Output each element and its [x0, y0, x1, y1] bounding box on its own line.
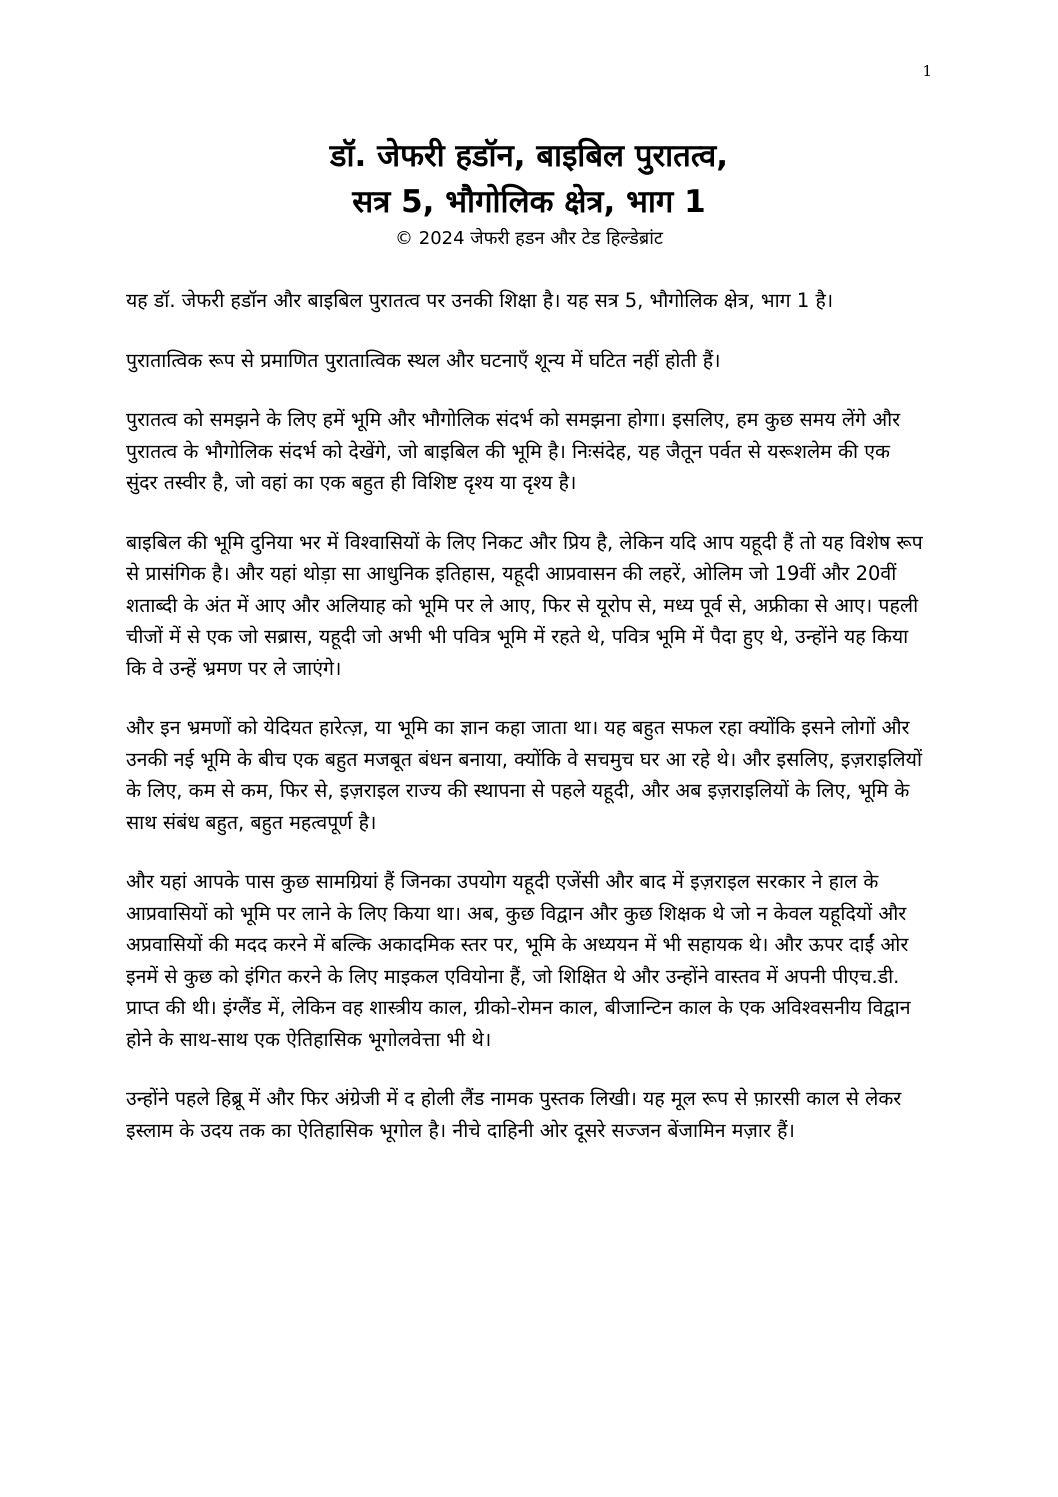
paragraph-6: और यहां आपके पास कुछ सामग्रियां हैं जिनका उपयोग यहूदी एजेंसी और बाद में इज़राइल सरकार ने हाल के आप्रवासियों को भूमि पर लाने के लिए किया था। अब, कुछ विद्वान और कुछ शिक्षक थे जो न केवल यहूदियों और अप्रवासियों की मदद करने में बल्कि अकादमिक स्तर पर, भूमि के अध्ययन में भी सहायक थे। और ऊपर दाईं ओर इनमें से कुछ को इंगित करने के लिए माइकल एवियोना हैं, जो शिक्षित थे और उन्होंने वास्तव में अपनी पीएच.डी. प्राप्त की थी। इंग्लैंड में, लेकिन वह शास्त्रीय काल, ग्रीको-रोमन काल, बीजान्टिन काल के एक अविश्वसनीय विद्वान होने के साथ-साथ एक ऐतिहासिक भूगोलवेत्ता भी थे।	[126, 870, 911, 1051]
paragraph-2: पुरातात्विक रूप से प्रमाणित पुरातात्विक स्थल और घटनाएँ शून्य में घटित नहीं होती हैं।	[126, 348, 721, 372]
paragraph-4: बाइबिल की भूमि दुनिया भर में विश्वासियों के लिए निकट और प्रिय है, लेकिन यदि आप यहूदी हैं तो यह विशेष रूप से प्रासंगिक है। और यहां थोड़ा सा आधुनिक इतिहास, यहूदी आप्रवासन की लहरें, ओलिम जो 19वीं और 20वीं शताब्दी के अंत में आए और अलियाह को भूमि पर ले आए, फिर से यूरोप से, मध्य पूर्व से, अफ्रीका से आए। पहली चीजों में से एक जो सब्रास, यहूदी जो अभी भी पवित्र भूमि में रहते थे, पवित्र भूमि में पैदा हुए थे, उन्होंने यह किया कि वे उन्हें भ्रमण पर ले जाएंगे।	[126, 530, 923, 680]
title-line-1: डॉ. जेफरी हडॉन, बाइबिल पुरातत्व,	[329, 138, 729, 174]
document-body	[126, 285, 926, 1174]
paragraph-1: यह डॉ. जेफरी हडॉन और बाइबिल पुरातत्व पर उनकी शिक्षा है। यह सत्र 5, भौगोलिक क्षेत्र, भाग 1 है।	[126, 289, 834, 312]
page-number: 1	[922, 62, 932, 80]
title-line-2: सत्र 5, भौगोलिक क्षेत्र, भाग 1	[352, 184, 706, 220]
paragraph-5: और इन भ्रमणों को येदियत हारेत्ज़, या भूमि का ज्ञान कहा जाता था। यह बहुत सफल रहा क्योंकि इसने लोगों और उनकी नई भूमि के बीच एक बहुत मजबूत बंधन बनाया, क्योंकि वे सचमुच घर आ रहे थे। और इसलिए, इज़राइलियों के लिए, कम से कम, फिर से, इज़राइल राज्य की स्थापना से पहले यहूदी, और अब इज़राइलियों के लिए, भूमि के साथ संबंध बहुत, बहुत महत्वपूर्ण है।	[126, 716, 923, 834]
copyright-line: © 2024 जेफरी हडन और टेड हिल्डेब्रांट	[395, 228, 663, 249]
paragraph-7: उन्होंने पहले हिब्रू में और फिर अंग्रेजी में द होली लैंड नामक पुस्तक लिखी। यह मूल रूप से फ़ारसी काल से लेकर इस्लाम के उदय तक का ऐतिहासिक भूगोल है। नीचे दाहिनी ओर दूसरे सज्जन बेंजामिन मज़ार हैं।	[126, 1087, 902, 1142]
paragraph-3: पुरातत्व को समझने के लिए हमें भूमि और भौगोलिक संदर्भ को समझना होगा। इसलिए, हम कुछ समय लेंगे और पुरातत्व के भौगोलिक संदर्भ को देखेंगे, जो बाइबिल की भूमि है। निःसंदेह, यह जैतून पर्वत से यरूशलेम की एक सुंदर तस्वीर है, जो वहां का एक बहुत ही विशिष्ट दृश्य या दृश्य है।	[126, 408, 901, 494]
document-header	[0, 133, 1058, 251]
